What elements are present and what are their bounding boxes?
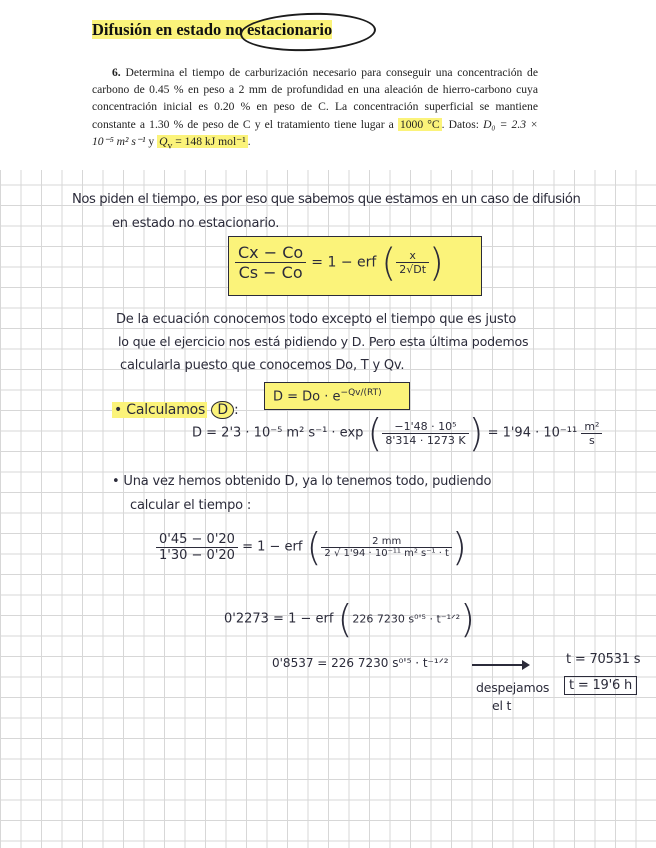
equation-4: 0'8537 = 226 7230 s⁰'⁵ · t⁻¹ᐟ² bbox=[272, 656, 449, 670]
bullet-calculamos: • Calculamos D : bbox=[114, 402, 239, 418]
equation-3: 0'2273 = 1 − erf (226 7230 s⁰'⁵ · t⁻¹ᐟ²) bbox=[224, 597, 475, 641]
d-circled: D bbox=[211, 401, 234, 419]
problem-statement: 6. Determina el tiempo de carburización necesario para conseguir una concentración de carbono de 0.45 % en peso a 2 mm de profundidad en una aleación de hierro-carbono cuya concentración inicial es 0.20 % en peso de C. La concentración superficial se mantiene constante a 1.30 % de peso de C y el tratamiento tiene lugar a 1000 °C . Datos: D₀ = 2.3 × 10⁻⁵ m² s⁻¹ y $Q_v = 148$ kJ mol⁻¹ . bbox=[92, 66, 539, 152]
problem-temperature: 1000 °C bbox=[399, 117, 440, 131]
problem-text-a: Determina el tiempo de carburización necesario para conseguir una concentración de carbono de 0.45 % en peso a 2 mm de profundidad en una aleación de hierro-carbono cuya concentración inicial es 0.20 % en peso de C. La concentración superficial se mantiene constante a 1.30 % de peso de C y el tratamiento tiene lugar a bbox=[92, 66, 539, 131]
problem-text-c: y bbox=[145, 134, 158, 148]
note-line-6: • Una vez hemos obtenido D, ya lo tenemos todo, pudiendo bbox=[112, 474, 492, 489]
note-line-7: calcular el tiempo : bbox=[130, 498, 251, 513]
problem-text-b: . Datos: bbox=[441, 117, 484, 131]
eq1-fraction: $\frac{Cx - Co}{Cs - Co}$ bbox=[235, 243, 306, 282]
despejamos-label: despejamos bbox=[476, 680, 550, 695]
note-line-4: lo que el ejercicio nos está pidiendo y D. Pero esta última podemos bbox=[118, 334, 529, 349]
note-line-5: calcularla puesto que conocemos Do, T y Qv. bbox=[120, 358, 405, 373]
note-line-1: Nos piden el tiempo, es por eso que sabemos que estamos en un caso de difusión bbox=[72, 192, 581, 207]
problem-d0: D₀ = 2.3 × 10⁻⁵ m² s⁻¹ bbox=[92, 117, 538, 148]
title-part1: Difusión en estado bbox=[92, 20, 226, 39]
equation-2: $\frac{0'45 - 0'20}{1'30 - 0'20}$ = 1 − erf ( $\frac{2 mm}{\text{2 √ 1'94 · 10⁻¹¹ m² s⁻¹ · t}}$ ) bbox=[156, 528, 467, 566]
d-formula-box: $D = Do \cdot e^{-Qv/(RT)}$ bbox=[264, 382, 410, 410]
result-seconds: t = 70531 s bbox=[566, 652, 641, 667]
arrow-head bbox=[522, 660, 530, 670]
problem-number: 6. bbox=[112, 66, 121, 79]
problem-qv: $Q_v = 148$ kJ mol⁻¹ bbox=[159, 134, 246, 152]
eq1-inner-fraction: $\frac{x}{2√Dt}$ bbox=[396, 249, 429, 276]
arrow-line bbox=[472, 664, 526, 666]
fick-equation-box: $\frac{Cx - Co}{Cs - Co}$ = 1 − erf ( $\frac{x}{2√Dt}$ ) bbox=[228, 236, 482, 296]
title-part2: no estacionario bbox=[225, 20, 333, 39]
el-t-label: el t bbox=[492, 698, 512, 713]
d-calculation: D = 2'3 · 10⁻⁵ m² s⁻¹ · exp ( $\frac{\text{−1'48 · 10⁵}}{8'314 \cdot 1273 K}$ ) = 1'94 · 10⁻¹¹ $\frac{\text{m²}}{s}$ bbox=[192, 414, 602, 452]
note-line-3: De la ecuación conocemos todo excepto el tiempo que es justo bbox=[116, 312, 517, 327]
eq1-rhs: = 1 − erf bbox=[311, 254, 377, 271]
note-line-2: en estado no estacionario. bbox=[112, 216, 280, 231]
result-hours: t = 19'6 h bbox=[564, 676, 637, 695]
